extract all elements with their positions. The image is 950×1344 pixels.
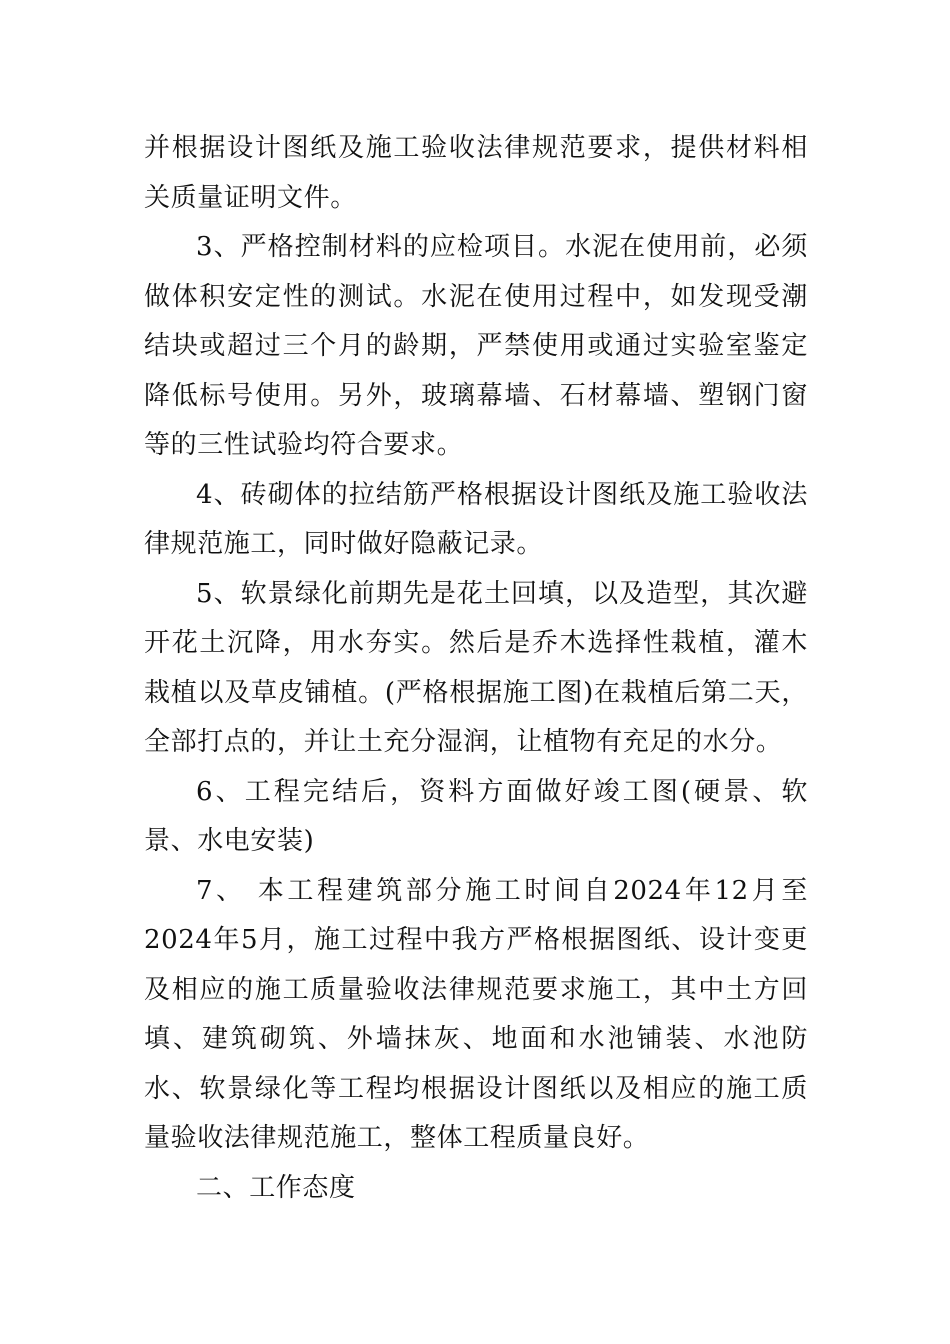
paragraph-item-7-construction-period: 7、 本工程建筑部分施工时间自2024年12月至2024年5月，施工过程中我方严格根据图纸、设计变更及相应的施工质量验收法律规范要求施工，其中土方回填、建筑砌筑、外墙抹灰、地面和水池铺装、水池防水、软景绿化等工程均根据设计图纸以及相应的施工质量验收法律规范施工，整体工程质量良好。: [144, 875, 808, 1153]
paragraph-material-certificates: 并根据设计图纸及施工验收法律规范要求，提供材料相关质量证明文件。: [144, 133, 808, 213]
section-heading-work-attitude: 二、工作态度: [196, 1172, 356, 1203]
paragraph-item-3-inspection: 3、严格控制材料的应检项目。水泥在使用前，必须做体积安定性的测试。水泥在使用过程中，如发现受潮结块或超过三个月的龄期，严禁使用或通过实验室鉴定降低标号使用。另外，玻璃幕墙、石材幕墙、塑钢门窗等的三性试验均符合要求。: [144, 232, 808, 460]
paragraph-item-6-completion: 6、工程完结后，资料方面做好竣工图(硬景、软景、水电安装): [144, 776, 808, 856]
document-body: [144, 124, 808, 1213]
paragraph-item-5-landscaping: 5、软景绿化前期先是花土回填，以及造型，其次避开花土沉降，用水夯实。然后是乔木选择性栽植，灌木栽植以及草皮铺植。(严格根据施工图)在栽植后第二天，全部打点的，并让土充分湿润，让植物有充足的水分。: [144, 578, 808, 757]
paragraph-item-4-masonry: 4、砖砌体的拉结筋严格根据设计图纸及施工验收法律规范施工，同时做好隐蔽记录。: [144, 479, 808, 559]
